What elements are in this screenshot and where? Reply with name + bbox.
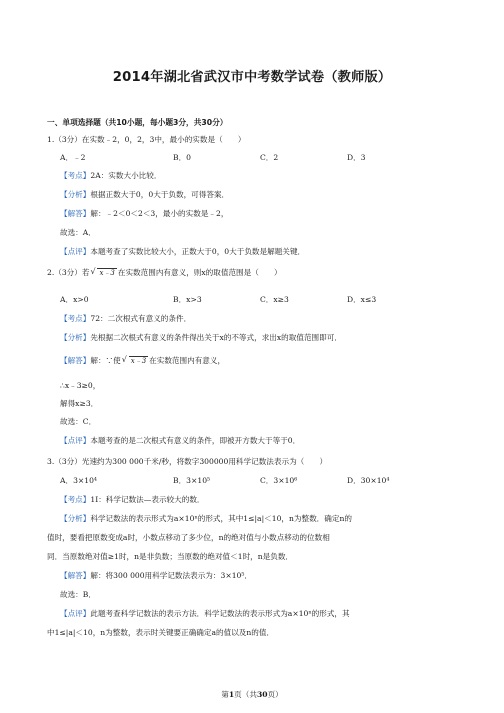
q3-kaodian — [60, 494, 205, 505]
q2-stem-part-a: 2.（3分）若 — [47, 268, 90, 277]
q2-stem — [47, 267, 282, 279]
kaodian-text: 1I：科学记数法—表示较大的数． — [90, 495, 205, 504]
q2-option-a: A．x>0 — [60, 295, 89, 304]
q2-option-b: B．x>3 — [173, 295, 202, 304]
dianping-tag: 【点评】 — [60, 247, 91, 256]
q2-dianping — [60, 435, 300, 446]
q2-jieda — [60, 355, 225, 367]
kaodian-tag: 【考点】 — [60, 495, 91, 504]
dianping-text: 本题考查的是二次根式有意义的条件，即被开方数大于等于0． — [90, 436, 301, 445]
q3-fenxi-line-3: 同．当原数绝对值≥1时，n是非负数；当原数的绝对值＜1时，n是负数． — [47, 552, 294, 561]
dianping-text: 本题考查了实数比较大小，正数大于0，0大于负数是解题关键． — [90, 247, 306, 256]
q1-jieda — [60, 208, 228, 219]
q1-answer: 故选：A． — [60, 228, 96, 237]
q3-stem: 3.（3分）光速约为300 000千米/秒，将数字300000用科学记数法表示为（ ） — [47, 457, 328, 466]
q3-option-c: C．3×10⁶ — [260, 476, 298, 485]
q3-dianping-line-1 — [60, 608, 350, 619]
q2-option-d: D．x≤3 — [347, 295, 377, 304]
radicand: x﹣3 — [130, 357, 147, 365]
q3-option-a: A．3×10⁴ — [60, 476, 97, 485]
q3-answer: 故选：B． — [60, 590, 96, 599]
kaodian-tag: 【考点】 — [60, 314, 91, 323]
dianping-tag: 【点评】 — [60, 436, 91, 445]
section-heading: 一、单项选择题（共10小题，每小题3分，共30分） — [47, 118, 228, 127]
q1-option-b: B．0 — [173, 153, 192, 162]
page-number: 1 — [228, 690, 235, 699]
footer-middle: 页（共 — [234, 690, 257, 699]
kaodian-tag: 【考点】 — [60, 171, 91, 180]
fenxi-tag: 【分析】 — [60, 333, 91, 342]
q2-option-c: C．x≥3 — [260, 295, 289, 304]
dianping-text-1: 此题考查科学记数法的表示方法．科学记数法的表示形式为a×10ⁿ的形式，其 — [90, 609, 350, 618]
q3-dianping-line-2: 中1≤|a|＜10，n为整数，表示时关键要正确确定a的值以及n的值． — [47, 628, 275, 637]
kaodian-text: 72：二次根式有意义的条件． — [90, 314, 192, 323]
q2-stem-part-b: 在实数范围内有意义，则x的取值范围是（ ） — [117, 268, 282, 277]
jieda-text-b: 在实数范围内有意义， — [149, 356, 226, 365]
q2-step-2: 解得x≥3． — [60, 399, 99, 408]
radicand: x﹣3 — [99, 269, 115, 277]
fenxi-tag: 【分析】 — [60, 514, 91, 523]
jieda-text: 解：将300 000用科学记数法表示为：3×10⁵． — [90, 571, 252, 580]
jieda-text-a: 解：∵使 — [90, 356, 121, 365]
dianping-tag: 【点评】 — [60, 609, 91, 618]
kaodian-text: 2A：实数大小比较． — [90, 171, 162, 180]
radical-sign-icon: √ — [90, 267, 96, 276]
q2-step-1: ∴x﹣3≥0， — [60, 381, 101, 390]
page-title: 2014年湖北省武汉市中考数学试卷（教师版） — [112, 70, 392, 85]
fenxi-text: 根据正数大于0，0大于负数，可得答案． — [90, 190, 230, 199]
q2-answer: 故选：C． — [60, 417, 97, 426]
fenxi-text: 先根据二次根式有意义的条件得出关于x的不等式，求出x的取值范围即可． — [90, 333, 342, 342]
q3-fenxi-line-2: 值时，要看把原数变成a时，小数点移动了多少位，n的绝对值与小数点移动的位数相 — [47, 533, 330, 542]
q1-option-a: A．﹣2 — [60, 153, 86, 162]
radical-sign-icon: √ — [121, 355, 127, 364]
q1-stem: 1.（3分）在实数﹣2，0，2，3中，最小的实数是（ ） — [47, 135, 246, 144]
q3-fenxi-line-1 — [60, 513, 352, 524]
jieda-tag: 【解答】 — [60, 571, 91, 580]
q3-option-b: B．3×10⁵ — [173, 476, 211, 485]
q1-option-c: C．2 — [260, 153, 279, 162]
q2-kaodian — [60, 313, 191, 324]
fenxi-tag: 【分析】 — [60, 190, 91, 199]
q2-fenxi — [60, 332, 342, 343]
page-footer — [0, 689, 504, 700]
fenxi-text-1: 科学记数法的表示形式为a×10ⁿ的形式，其中1≤|a|＜10，n为整数．确定n的 — [90, 514, 352, 523]
sqrt-expression — [122, 355, 148, 367]
jieda-tag: 【解答】 — [60, 356, 91, 365]
footer-suffix: 页） — [267, 690, 283, 699]
q1-kaodian — [60, 170, 161, 181]
sqrt-expression — [90, 267, 116, 279]
q1-fenxi — [60, 189, 229, 200]
footer-prefix: 第 — [221, 690, 229, 699]
q3-option-d: D．30×10⁴ — [347, 476, 390, 485]
q3-jieda — [60, 570, 252, 581]
jieda-tag: 【解答】 — [60, 209, 91, 218]
page-total: 30 — [256, 690, 268, 699]
q1-option-d: D．3 — [347, 153, 366, 162]
jieda-text: 解：﹣2＜0＜2＜3，最小的实数是﹣2， — [90, 209, 229, 218]
q1-dianping — [60, 246, 305, 257]
